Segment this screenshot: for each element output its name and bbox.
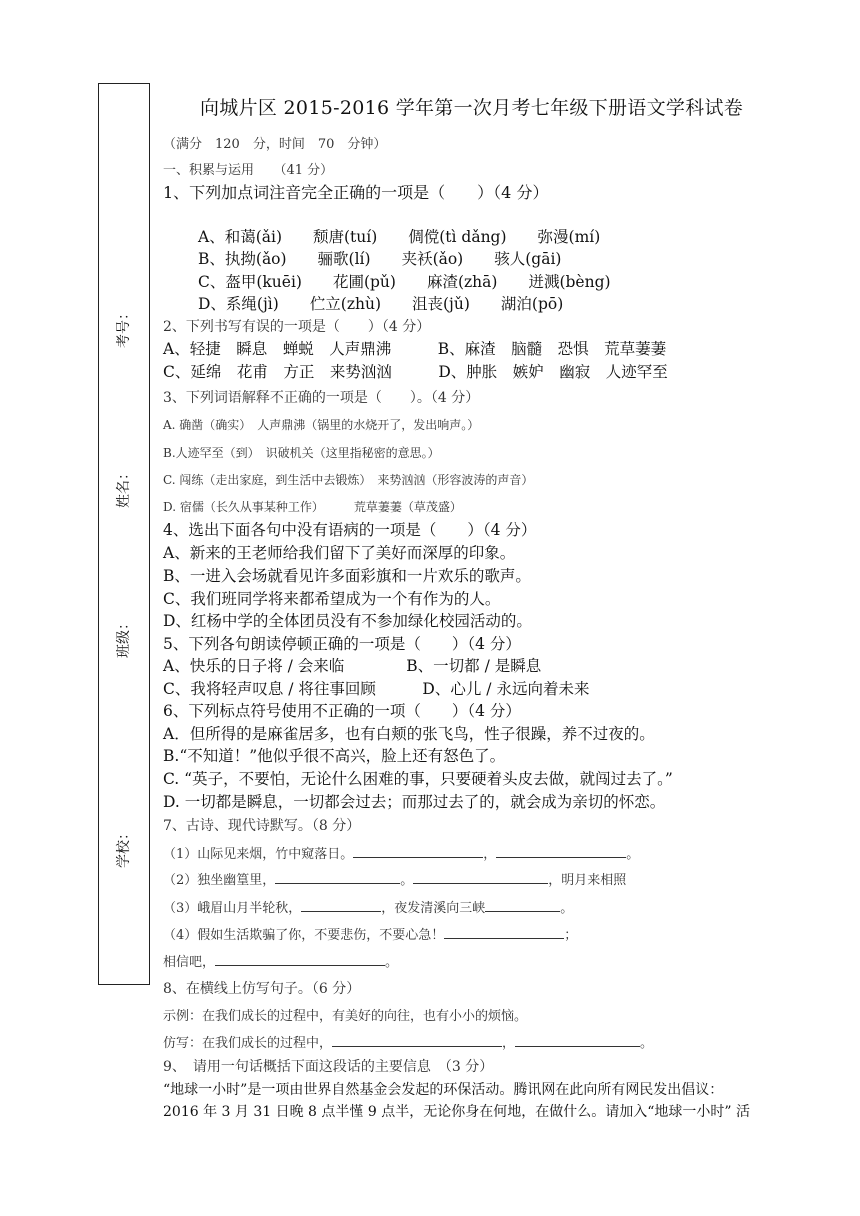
poem-line-1: [163, 843, 639, 862]
question-3-option-a: A. 确凿（确实） 人声鼎沸（锅里的水烧开了，发出响声。）: [163, 418, 480, 432]
question-4-option-c: C、我们班同学将来都希望成为一个有作为的人。: [163, 590, 501, 608]
imitation-comma: ，: [502, 1036, 516, 1051]
poem-line-3: [163, 897, 573, 916]
question-9-passage-line-1: “地球一小时”是一项由世界自然基金会发起的环保活动。腾讯网在此向所有网民发出倡议：: [163, 1082, 724, 1098]
poem-line-4-prompt: （4）假如生活欺骗了你，不要悲伤，不要心急！: [163, 928, 445, 943]
question-4-stem: 4、选出下面各句中没有语病的一项是（ ）（4 分）: [163, 521, 537, 539]
exam-title: 向城片区 2015-2016 学年第一次月考七年级下册语文学科试卷: [200, 97, 744, 119]
poem-line-4: [163, 924, 577, 943]
question-3-option-d: D. 宿儒（长久从事某种工作） 荒草萋萋（草茂盛）: [163, 500, 462, 514]
question-2-options-row-2: C、延绵 花甫 方正 来势汹汹 D、肿胀 嫉妒 幽寂 人迹罕至: [163, 363, 668, 381]
poem-line-2: [163, 869, 626, 888]
poem-line-3-period: 。: [560, 901, 574, 916]
answer-blank[interactable]: [413, 869, 548, 884]
poem-line-5: [163, 951, 398, 970]
question-1-stem: 1、下列加点词注音完全正确的一项是（ ）（4 分）: [163, 183, 549, 202]
question-6-option-c: C. “英子，不要怕，无论什么困难的事，只要硬着头皮去做，就闯过去了。”: [163, 770, 673, 788]
poem-line-1-comma: ，: [483, 847, 497, 862]
question-6-option-a: A．但所得的是麻雀居多，也有白颊的张飞鸟，性子很躁，养不过夜的。: [163, 725, 655, 743]
poem-line-3-prompt: （3）峨眉山月半轮秋，: [163, 901, 302, 916]
question-6-option-d: D. 一切都是瞬息，一切都会过去；而那过去了的，就会成为亲切的怀恋。: [163, 793, 666, 811]
poem-line-2-period: 。: [400, 873, 414, 888]
answer-blank[interactable]: [444, 924, 564, 939]
school-label: 学校：: [116, 826, 132, 868]
section-heading: 一、积累与运用 （41 分）: [163, 163, 334, 178]
answer-blank[interactable]: [515, 1032, 640, 1047]
question-9-passage-line-2: 2016 年 3 月 31 日晚 8 点半慬 9 点半，无论你身在何地，在做什么。请加入“地球一小时” 活: [163, 1104, 750, 1120]
poem-line-5-period: 。: [385, 955, 399, 970]
poem-line-2-prompt: （2）独坐幽篁里，: [163, 873, 276, 888]
question-6-stem: 6、下列标点符号使用不正确的一项（ ）（4 分）: [163, 702, 521, 720]
poem-line-5-prompt: 相信吧，: [163, 955, 216, 970]
question-5-options-row-1: A、快乐的日子将 / 会来临 B、一切都 / 是瞬息: [163, 657, 542, 675]
question-2-stem: 2、下列书写有误的一项是（ ）（4 分）: [163, 319, 431, 335]
answer-blank[interactable]: [275, 869, 400, 884]
answer-blank[interactable]: [485, 897, 560, 912]
question-4-option-b: B、一进入会场就看见许多面彩旗和一片欢乐的歌声。: [163, 567, 531, 585]
class-label: 班级：: [116, 616, 132, 658]
question-1-option-a: A、和蔼(ǎi) 颓唐(tuí) 倜傥(tì dǎng) 弥漫(mí): [198, 228, 601, 246]
question-5-stem: 5、下列各句朗读停顿正确的一项是（ ）（4 分）: [163, 635, 521, 653]
poem-line-4-semicolon: ；: [564, 928, 578, 943]
question-7-stem: 7、古诗、现代诗默写。（8 分）: [163, 818, 361, 834]
answer-blank[interactable]: [353, 843, 483, 858]
imitation-example: 示例：在我们成长的过程中，有美好的向往，也有小小的烦恼。: [163, 1009, 528, 1024]
poem-line-1-period: 。: [626, 847, 640, 862]
poem-line-3-middle: ，夜发清溪向三峡: [381, 901, 486, 916]
poem-line-1-prompt: （1）山际见来烟，竹中窥落日。: [163, 847, 354, 862]
question-5-options-row-2: C、我将轻声叹息 / 将往事回顾 D、心儿 / 永远向着未来: [163, 680, 590, 698]
answer-blank[interactable]: [496, 843, 626, 858]
answer-blank[interactable]: [301, 897, 381, 912]
imitation-prompt: 仿写：在我们成长的过程中，: [163, 1036, 333, 1051]
question-4-option-d: D、红杨中学的全体团员没有不参加绿化校园活动的。: [163, 612, 532, 630]
question-9-stem: 9、 请用一句话概括下面这段话的主要信息 （3 分）: [163, 1059, 494, 1075]
poem-line-2-end: ，明月来相照: [548, 873, 627, 888]
question-2-options-row-1: A、轻捷 瞬息 蝉蜕 人声鼎沸 B、麻渣 脑髓 恐惧 荒草萋萋: [163, 340, 667, 358]
question-1-option-b: B、执拗(ǎo) 骊歌(lí) 夹袄(ǎo) 骇人(gāi): [198, 250, 562, 268]
question-8-stem: 8、在横线上仿写句子。（6 分）: [163, 981, 361, 997]
question-1-option-d: D、系绳(jì) 伫立(zhù) 沮丧(jǔ) 湖泊(pō): [198, 295, 564, 313]
exam-number-label: 考号：: [116, 306, 132, 348]
exam-subtitle: （满分 120 分，时间 70 分钟）: [163, 137, 387, 152]
imitation-period: 。: [640, 1036, 654, 1051]
question-3-option-c: C. 闯练（走出家庭，到生活中去锻炼） 来势汹汹（形容波涛的声音）: [163, 473, 534, 487]
question-3-stem: 3、下列词语解释不正确的一项是（ ）。（4 分）: [163, 390, 480, 406]
question-1-option-c: C、盔甲(kuēi) 花圃(pǔ) 麻渣(zhā) 迸溅(bèng): [198, 273, 611, 291]
question-3-option-b: B.人迹罕至（到） 识破机关（这里指秘密的意思。）: [163, 446, 440, 460]
question-4-option-a: A、新来的王老师给我们留下了美好而深厚的印象。: [163, 544, 516, 562]
answer-blank[interactable]: [215, 951, 385, 966]
question-6-option-b: B.“不知道！”他似乎很不高兴，脸上还有怒色了。: [163, 747, 506, 765]
student-name-label: 姓名：: [116, 466, 132, 508]
imitation-answer-line: [163, 1032, 653, 1051]
answer-blank[interactable]: [332, 1032, 502, 1047]
